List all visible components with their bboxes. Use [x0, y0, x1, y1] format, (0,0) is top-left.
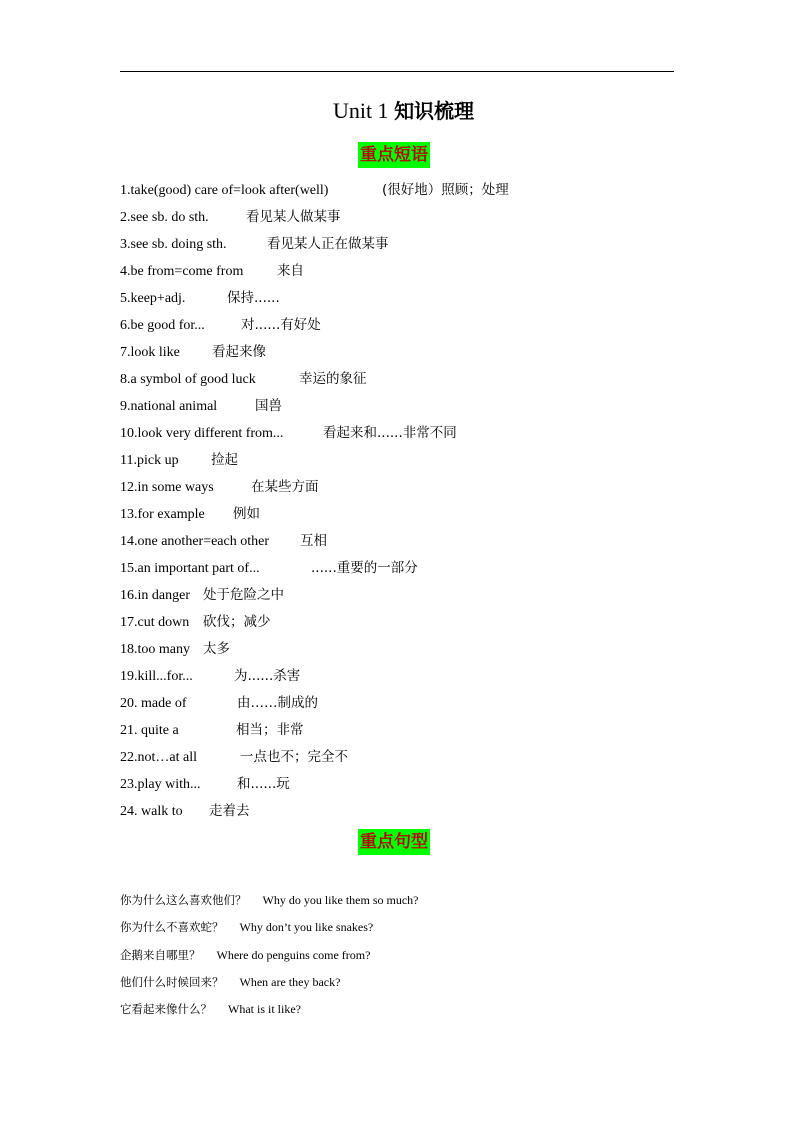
- phrase-cn: 一点也不；完全不: [240, 749, 348, 765]
- phrase-en: 23.play with...: [120, 777, 201, 792]
- phrase-cn: 看见某人正在做某事: [267, 236, 389, 252]
- phrase-cn: 捡起: [211, 452, 238, 468]
- sentence-item: [120, 942, 680, 969]
- phrase-item: [120, 231, 680, 258]
- sentence-item: [120, 996, 680, 1023]
- phrase-item: [120, 312, 680, 339]
- phrase-cn: 砍伐；减少: [203, 614, 271, 630]
- phrase-cn: 例如: [233, 506, 260, 522]
- phrase-en: 4.be from=come from: [120, 264, 244, 279]
- sentence-en: Where do penguins come from?: [216, 947, 371, 962]
- phrase-cn: 互相: [300, 533, 327, 549]
- key-sentences-list: [120, 887, 680, 1023]
- phrase-item: [120, 204, 680, 231]
- sentence-en: When are they back?: [239, 974, 341, 989]
- phrase-item: [120, 717, 680, 744]
- phrase-en: 5.keep+adj.: [120, 291, 186, 306]
- sentence-cn: 你为什么不喜欢蛇？: [120, 920, 224, 935]
- phrase-cn: 太多: [203, 641, 230, 657]
- phrase-en: 2.see sb. do sth.: [120, 210, 209, 225]
- phrase-cn: 相当；非常: [236, 722, 304, 738]
- phrase-cn: 在某些方面: [251, 479, 319, 495]
- phrase-cn: 对......有好处: [241, 317, 321, 333]
- phrase-item: [120, 447, 680, 474]
- phrase-cn: 由……制成的: [237, 695, 318, 711]
- phrase-cn: 和......玩: [237, 776, 290, 792]
- phrase-en: 13.for example: [120, 507, 205, 522]
- phrase-en: 8.a symbol of good luck: [120, 372, 256, 387]
- phrase-en: 6.be good for...: [120, 318, 205, 333]
- phrase-en: 17.cut down: [120, 615, 190, 630]
- key-sentences-heading: 重点句型: [358, 829, 430, 855]
- phrase-cn: 看起来像: [212, 344, 266, 360]
- phrase-item: [120, 582, 680, 609]
- phrase-cn: 看见某人做某事: [246, 209, 341, 225]
- phrase-cn: (很好地）照顾；处理: [382, 182, 509, 198]
- phrase-en: 9.national animal: [120, 399, 218, 414]
- phrase-item: [120, 798, 680, 825]
- page-title-cn: 知识梳理: [394, 99, 475, 123]
- phrase-item: [120, 690, 680, 717]
- phrase-en: 15.an important part of...: [120, 561, 260, 576]
- phrase-en: 1.take(good) care of=look after(well): [120, 183, 329, 198]
- phrase-cn: 走着去: [209, 803, 250, 819]
- phrase-en: 19.kill...for...: [120, 669, 193, 684]
- sentence-cn: 企鹅来自哪里？: [120, 947, 201, 962]
- phrase-en: 14.one another=each other: [120, 534, 269, 549]
- sentence-cn: 它看起来像什么？: [120, 1002, 212, 1017]
- sentence-en: Why don’t you like snakes?: [239, 920, 374, 935]
- phrase-cn: 处于危险之中: [203, 587, 284, 603]
- phrase-en: 7.look like: [120, 345, 180, 360]
- phrase-cn: 看起来和......非常不同: [323, 425, 457, 441]
- phrase-en: 20. made of: [120, 696, 187, 711]
- phrase-item: [120, 663, 680, 690]
- key-phrases-list: [120, 177, 680, 825]
- phrase-en: 24. walk to: [120, 804, 183, 819]
- phrase-cn: ......重要的一部分: [311, 560, 418, 576]
- phrase-en: 21. quite a: [120, 723, 179, 738]
- phrase-en: 16.in danger: [120, 588, 190, 603]
- phrase-item: [120, 528, 680, 555]
- phrase-item: [120, 771, 680, 798]
- sentence-cn: 你为什么这么喜欢他们？: [120, 893, 247, 907]
- phrase-item: [120, 609, 680, 636]
- phrase-cn: 为......杀害: [234, 668, 301, 684]
- phrase-item: [120, 393, 680, 420]
- phrase-item: [120, 339, 680, 366]
- key-phrases-heading: 重点短语: [358, 142, 430, 168]
- header-rule: [120, 71, 674, 72]
- phrase-item: [120, 258, 680, 285]
- phrase-en: 12.in some ways: [120, 480, 214, 495]
- phrase-en: 18.too many: [120, 642, 190, 657]
- phrase-item: [120, 474, 680, 501]
- phrase-item: [120, 177, 680, 204]
- phrase-item: [120, 366, 680, 393]
- sentence-en: Why do you like them so much?: [262, 893, 419, 907]
- sentence-item: [120, 887, 680, 914]
- phrase-item: [120, 744, 680, 771]
- sentence-item: [120, 969, 680, 996]
- sentence-item: [120, 914, 680, 941]
- page-title-en: Unit 1: [332, 98, 389, 123]
- phrase-en: 10.look very different from...: [120, 426, 284, 441]
- phrase-en: 22.not…at all: [120, 750, 197, 765]
- phrase-item: [120, 285, 680, 312]
- phrase-item: [120, 636, 680, 663]
- phrase-item: [120, 501, 680, 528]
- phrase-cn: 来自: [277, 263, 304, 279]
- sentence-cn: 他们什么时候回来？: [120, 974, 224, 989]
- phrase-en: 3.see sb. doing sth.: [120, 237, 227, 252]
- phrase-cn: 保持......: [227, 290, 280, 306]
- page-title: [0, 96, 793, 126]
- phrase-item: [120, 420, 680, 447]
- phrase-en: 11.pick up: [120, 453, 179, 468]
- phrase-item: [120, 555, 680, 582]
- phrase-cn: 国兽: [255, 398, 282, 414]
- sentence-en: What is it like?: [228, 1002, 301, 1017]
- phrase-cn: 幸运的象征: [299, 371, 367, 387]
